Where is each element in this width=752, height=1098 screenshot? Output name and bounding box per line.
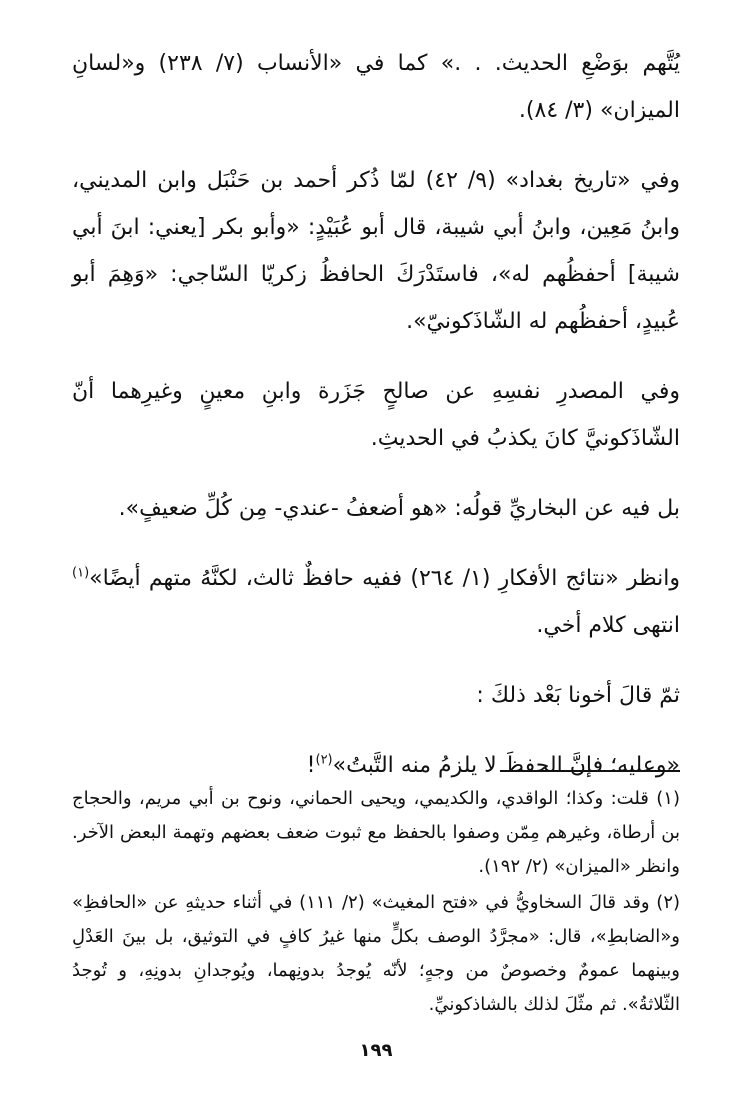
footnote-ref-1[interactable]: (١) [72,565,90,581]
paragraph-6: ثمّ قالَ أخونا بَعْد ذلكَ : [476,683,680,708]
paragraph-2: وفي «تاريخ بغداد» (٩/ ٤٢) لمّا ذُكر أحمد بن حَنْبَل وابن المديني، وابنُ مَعِين، وابنُ أبي شيبة، قال أبو عُبَيْدٍ: «وأبو بكر [يعني: ابنَ أبي شيبة] أحفظُهم له»، فاستَدْرَكَ الحافظُ زكريّا السّاجي: «وَهِمَ أبو عُبيدٍ، أحفظُهم له الشّاذَكونيّ». [72,168,681,334]
paragraph-5-text: وانظر «نتائج الأفكارِ (١/ ٢٦٤) ففيه حافظٌ ثالث، لكنَّهُ متهم أيضًا» [89,566,681,591]
paragraph-7-end: ! [306,753,316,778]
paragraph-1: يُتَّهم بوَضْعِ الحديث. . .» كما في «الأنساب (٧/ ٢٣٨) و«لسانِ الميزان» (٣/ ٨٤). [72,51,680,123]
paragraph-5 [72,555,680,649]
footnote-2: (٢) وقد قالَ السخاويُّ في «فتح المغيث» (٢/ ١١١) في أثناء حديثهِ عن «الحافظِ» و«الضابطِ»، قال: «مجرَّدُ الوصف بكلٍّ منها غيرُ كافٍ في التوثيق، بل بينَ العَدْلِ وبينهما عمومٌ وخصوصٌ من وجهٍ؛ لأنّه يُوجدُ بدونِهما، ويُوجدانِ بدونِهِ، و تُوجدُ الثّلاثةُ». ثم مثّلَ لذلك بالشاذكونيِّ. [72,892,681,1015]
page-number: ١٩٩ [359,1040,393,1061]
footnote-divider [500,770,680,772]
paragraph-4: بل فيه عن البخاريِّ قولُه: «هو أضعفُ -عندي- مِن كُلِّ ضعيفٍ». [118,496,680,521]
paragraph-3: وفي المصدرِ نفسِهِ عن صالحٍ جَزَرة وابنِ معينٍ وغيرِهما أنّ الشّاذَكونيَّ كانَ يكذبُ في الحديثِ. [72,379,680,451]
paragraph-5-end: انتهى كلام أخي. [536,613,680,638]
footnote-1: (١) قلت: وكذا؛ الواقدي، والكديمي، ويحيى الحماني، ونوح بن أبي مريم، والحجاج بن أرطاة، وغيرهم مِمّن وصفوا بالحفظ مع ثبوت ضعف بعضهم وتهمة البعض الآخر. وانظر «الميزان» (٢/ ١٩٢). [72,788,680,877]
footnote-ref-2[interactable]: (٢) [315,752,333,768]
main-text [72,40,680,812]
footnotes [72,782,680,1024]
paragraph-7-text: «وعليه؛ فإنَّ الحفظَ لا يلزمُ منه التَّبتُ» [332,753,680,778]
